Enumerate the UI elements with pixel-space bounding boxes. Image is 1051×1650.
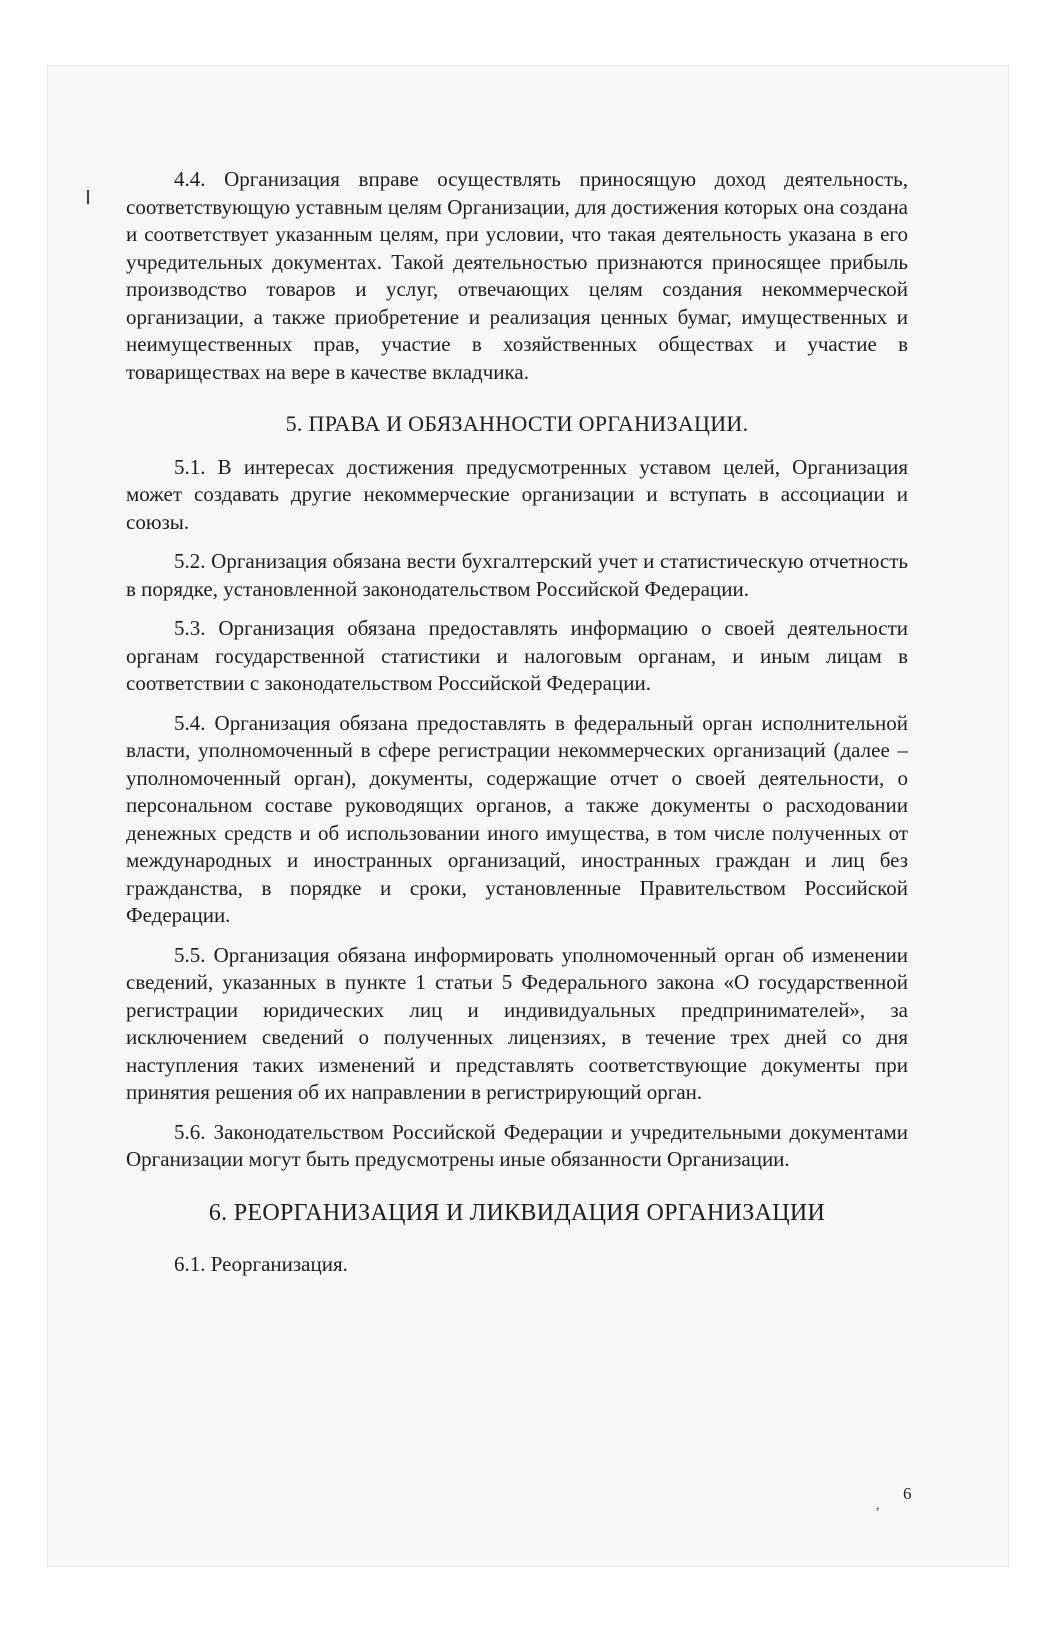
paragraph-5-1: 5.1. В интересах достижения предусмотренных уставом целей, Организация может создавать другие некоммерческие организации и вступать в ассоциации и союзы. [126, 454, 908, 534]
paragraph-5-4: 5.4. Организация обязана предоставлять в федеральный орган исполнительной власти, уполномоченный в сфере регистрации некоммерческих организаций (далее – уполномоченный орган), документы, содержащие отчет о своей деятельности, о персональном составе руководящих органов, а также документы о расходовании денежных средств и об использовании иного имущества, в том числе полученных от международных и иностранных организаций, иностранных граждан и лиц без гражданства, в порядке и сроки, установленные Правительством Российской Федерации. [126, 710, 908, 927]
paragraph-5-6: 5.6. Законодательством Российской Федерации и учредительными документами Организации могут быть предусмотрены иные обязанности Организации. [126, 1119, 908, 1171]
paragraph-5-3: 5.3. Организация обязана предоставлять информацию о своей деятельности органам государственной статистики и налоговым органам, и иным лицам в соответствии с законодательством Российской Федерации. [126, 616, 908, 695]
document-page [48, 66, 1008, 1566]
document-body [126, 166, 908, 1279]
stray-mark: , [876, 1498, 880, 1513]
paragraph-5-2: 5.2. Организация обязана вести бухгалтерский учет и статистическую отчетность в порядке, установленной законодательством Российской Федерации. [126, 549, 908, 601]
section-6-heading: 6. РЕОРГАНИЗАЦИЯ И ЛИКВИДАЦИЯ ОРГАНИЗАЦИИ [208, 1199, 826, 1226]
paragraph-4-4: 4.4. Организация вправе осуществлять приносящую доход деятельность, соответствующую уставным целям Организации, для достижения которых она создана и соответствует указанным целям, при условии, что такая деятельность указана в его учредительных документах. Такой деятельностью признаются приносящее прибыль производство товаров и услуг, отвечающих целям создания некоммерческой организации, а также приобретение и реализация ценных бумаг, имущественных и неимущественных прав, участие в хозяйственных обществах и участие в товариществах на вере в качестве вкладчика. [126, 167, 908, 384]
paragraph-5-5: 5.5. Организация обязана информировать уполномоченный орган об изменении сведений, указанных в пункте 1 статьи 5 Федерального закона «О государственной регистрации юридических лиц и индивидуальных предпринимателей», за исключением сведений о полученных лицензиях, в течение трех дней со дня наступления таких изменений и представлять соответствующие документы при принятия решения об их направлении в регистрирующий орган. [126, 942, 908, 1104]
paragraph-6-1: 6.1. Реорганизация. [174, 1252, 348, 1276]
margin-mark [87, 190, 89, 204]
page-number: 6 [903, 1484, 912, 1503]
section-5-heading: 5. ПРАВА И ОБЯЗАННОСТИ ОРГАНИЗАЦИИ. [285, 411, 749, 436]
